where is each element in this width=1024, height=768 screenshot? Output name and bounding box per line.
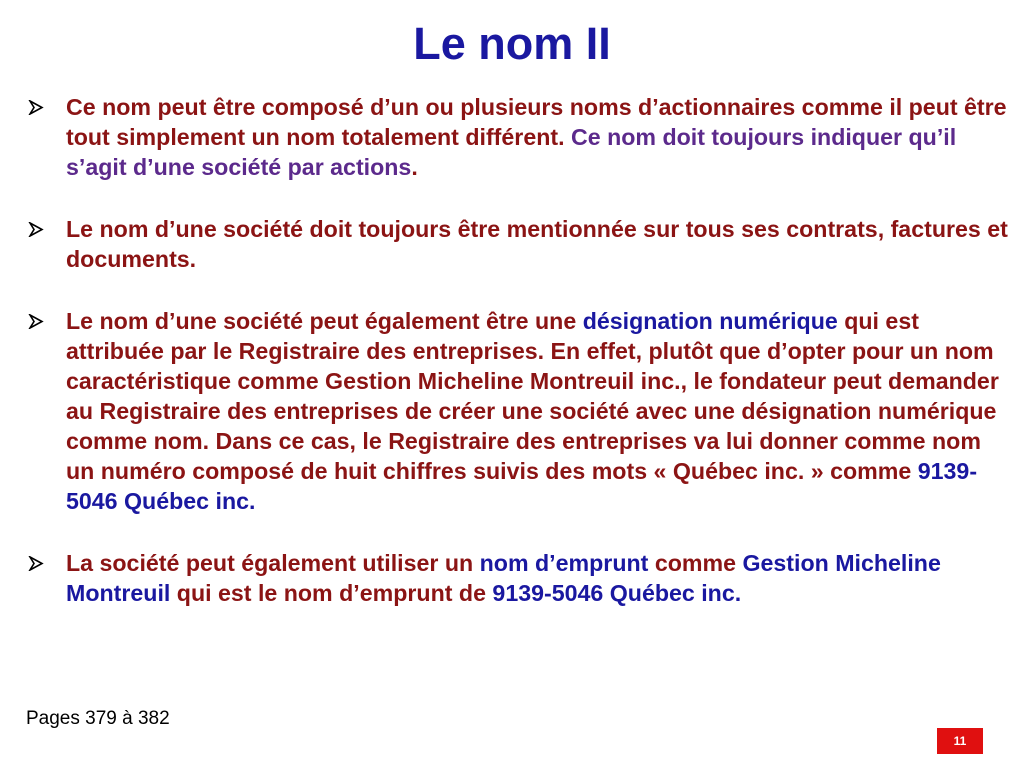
page-reference: Pages 379 à 382 [26,708,170,729]
bullet-text-segment: La société peut également utiliser un [66,550,480,576]
bullet-text-segment: qui est le nom d’emprunt de [170,580,493,606]
arrow-bullet-icon [28,314,44,329]
bullet-list [28,92,1008,608]
bullet-text-segment: Le nom d’une société peut également être une [66,308,583,334]
bullet-text-highlight: Ce nom doit toujours indiquer qu’il s’agit d’une société par actions [66,124,957,180]
bullet-text-segment: comme [648,550,743,576]
bullet-text-segment: qui est attribuée par le Registraire des entreprises. En effet, plutôt que d’opter pour un nom caractéristique comme Gestion Micheline Montreuil inc., le fondateur peut demander au Registraire des entreprises de créer une société avec une désignation numérique comme nom. Dans ce cas, le Registraire des entreprises va lui donner comme nom un numéro composé de huit chiffres suivis des mots « Québec inc. » comme [66,308,999,484]
bullet-text-highlight: désignation numérique [582,308,838,334]
bullet-item [28,306,1008,516]
bullet-text-segment: . [411,154,418,180]
bullet-text-highlight: Gestion Micheline Montreuil [66,550,941,606]
bullet-text-highlight: nom d’emprunt [479,550,649,576]
arrow-bullet-icon [28,100,44,115]
bullet-text-segment: Le nom d’une société doit toujours être mentionnée sur tous ses contrats, factures et documents. [66,216,1008,272]
bullet-item [28,92,1008,182]
arrow-bullet-icon [28,556,44,571]
bullet-text-highlight: 9139-5046 Québec inc. [66,458,978,514]
bullet-item [28,214,1008,274]
bullet-text-highlight: 9139-5046 Québec inc. [492,580,742,606]
page-number-badge: 11 [937,728,983,754]
arrow-bullet-icon [28,222,44,237]
slide-title: Le nom II [413,18,611,69]
bullet-item [28,548,1008,608]
bullet-text-segment: Ce nom peut être composé d’un ou plusieurs noms d’actionnaires comme il peut être tout simplement un nom totalement différent. [66,94,1007,150]
